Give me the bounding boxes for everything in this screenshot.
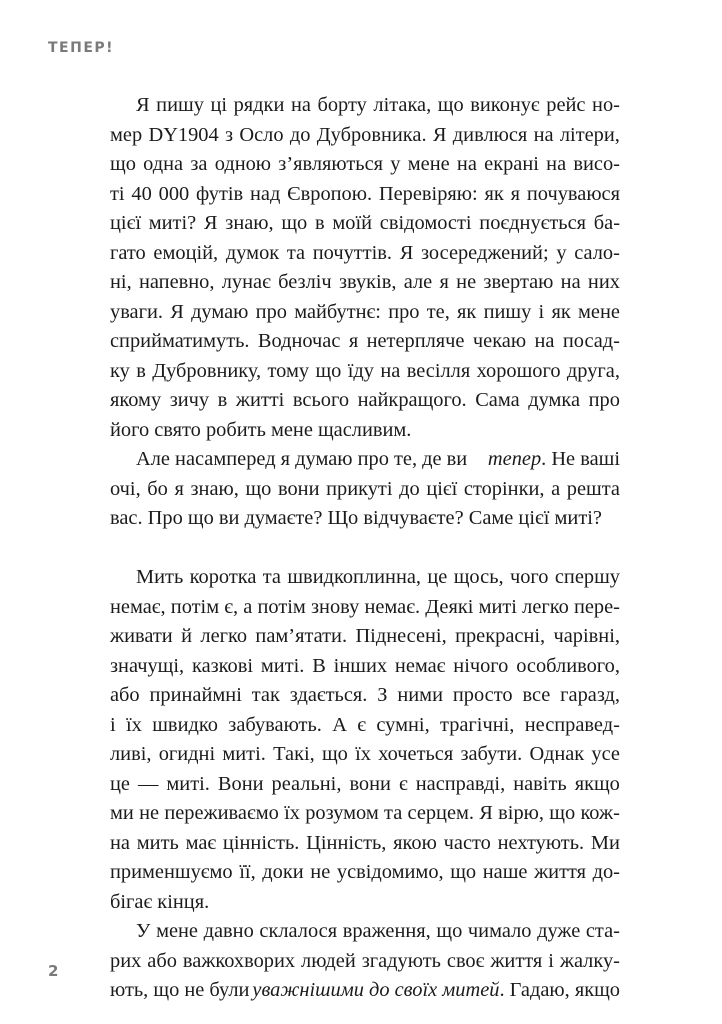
word: літери, xyxy=(559,123,620,146)
word: уваги. xyxy=(110,300,163,323)
word: або xyxy=(110,684,140,706)
word: мене xyxy=(407,153,450,175)
word: про xyxy=(388,300,420,323)
word: дуже xyxy=(537,920,581,942)
text-line xyxy=(110,357,620,387)
paragraph-1 xyxy=(110,91,620,445)
word: що xyxy=(245,477,272,500)
word: не xyxy=(139,802,160,824)
word: очі, xyxy=(110,477,141,500)
text-line xyxy=(110,150,620,180)
word: насправді, xyxy=(415,772,506,795)
word: цієї xyxy=(110,212,141,234)
word: інших xyxy=(333,654,388,677)
word: щось, xyxy=(453,566,504,588)
word: трагічні, xyxy=(440,713,515,736)
paragraph-2 xyxy=(110,445,620,534)
text-line: його свято робить мене щасливим. xyxy=(110,418,412,441)
word: миті? xyxy=(148,212,197,234)
word: літака, xyxy=(373,94,432,116)
word: та xyxy=(262,566,281,588)
word: на xyxy=(534,330,555,352)
word: у xyxy=(556,241,567,264)
word: все xyxy=(522,684,551,706)
word: пишу xyxy=(156,94,204,116)
word: лунає xyxy=(221,271,271,293)
word: враження, xyxy=(342,920,431,942)
word: та xyxy=(384,802,403,824)
word: їх xyxy=(355,743,371,765)
word: ба- xyxy=(593,212,620,234)
word: пишу xyxy=(483,300,532,323)
word: вони xyxy=(277,477,320,500)
word: ними xyxy=(397,684,443,706)
text-line xyxy=(110,917,620,947)
word: думка xyxy=(528,389,581,411)
word: знову xyxy=(311,595,360,618)
word: спершу xyxy=(554,566,620,588)
word: потім xyxy=(257,595,306,618)
word: здається. xyxy=(289,684,368,706)
section-break xyxy=(110,534,620,564)
word: що xyxy=(110,153,136,175)
word: як xyxy=(484,182,504,205)
text-line xyxy=(110,829,620,859)
word: думаю xyxy=(191,300,249,323)
word: вірю, xyxy=(498,802,544,824)
word: має xyxy=(185,831,217,854)
word: як xyxy=(457,300,477,323)
word: що xyxy=(281,212,308,234)
word: Я xyxy=(479,802,493,824)
word: рейс xyxy=(546,94,586,116)
word: Я xyxy=(170,300,184,323)
word: доки xyxy=(262,861,304,883)
word: весілля xyxy=(406,359,471,382)
word: потім xyxy=(170,595,220,618)
word: них xyxy=(587,271,620,293)
word: життя xyxy=(534,861,586,883)
word: та xyxy=(286,241,306,264)
word: людей xyxy=(301,949,356,972)
word: сприйматимуть. xyxy=(110,330,250,352)
text-line xyxy=(110,91,620,121)
word: рих xyxy=(110,949,142,972)
text-line xyxy=(110,327,620,357)
word: У xyxy=(136,920,151,942)
word: — xyxy=(137,772,159,795)
word: Водночас xyxy=(257,330,341,352)
word: у xyxy=(390,153,401,175)
word: так xyxy=(251,684,280,706)
word: одна xyxy=(143,153,184,175)
word: живати xyxy=(110,625,173,647)
word: В xyxy=(312,654,326,677)
word: принаймні xyxy=(149,684,242,706)
word: немає. xyxy=(364,595,421,618)
word: Цінність, xyxy=(306,831,387,854)
word: але xyxy=(403,271,433,293)
word: що xyxy=(450,861,477,883)
word: нічого xyxy=(453,654,509,677)
paragraph-4 xyxy=(110,917,620,1006)
word: огидні xyxy=(158,743,216,765)
word: применшуємо xyxy=(110,861,233,883)
text-line xyxy=(110,858,620,888)
word: чого xyxy=(509,566,549,588)
word: екрані xyxy=(484,153,539,175)
word: на xyxy=(110,831,130,854)
word: є xyxy=(357,713,367,736)
word: миті. xyxy=(222,743,266,765)
word: немає xyxy=(394,654,446,677)
word: на xyxy=(290,94,311,116)
word: казкові xyxy=(191,654,254,677)
word: рядки xyxy=(233,94,285,116)
word: її, xyxy=(239,861,256,883)
text-line xyxy=(110,681,620,711)
word: посад- xyxy=(562,330,620,352)
word: мер xyxy=(110,123,143,146)
word: Я xyxy=(399,241,414,264)
word: Мить xyxy=(136,566,184,588)
word: навіть xyxy=(513,772,567,795)
word: про xyxy=(255,300,287,323)
word: в xyxy=(315,212,325,234)
word: якому xyxy=(110,389,162,411)
text-line xyxy=(110,652,620,682)
word: я xyxy=(439,271,449,293)
word: є, xyxy=(224,595,239,618)
word: на xyxy=(380,359,401,382)
word: поєднується xyxy=(479,212,587,234)
word: вони xyxy=(349,772,391,795)
word: своє xyxy=(446,949,485,972)
word: борту xyxy=(317,94,367,116)
word: склалося xyxy=(259,920,338,942)
word: що xyxy=(321,743,348,765)
word: і xyxy=(548,949,554,972)
word: реальні, xyxy=(271,772,342,795)
word: якою xyxy=(393,831,437,854)
word: Осло xyxy=(239,123,284,146)
word: Ми xyxy=(590,831,620,854)
word: немає, xyxy=(110,595,166,618)
word: Сама xyxy=(475,389,520,411)
word: тому xyxy=(267,359,310,382)
word: важкохворих xyxy=(182,949,296,972)
text-line xyxy=(110,475,620,505)
word: на xyxy=(533,123,554,146)
word: ку xyxy=(110,359,130,382)
word: почуваюся xyxy=(526,182,620,205)
word: прикуті xyxy=(326,477,393,500)
text-line xyxy=(110,180,620,210)
word: Вони xyxy=(217,772,264,795)
word: давно xyxy=(203,920,254,942)
text-line xyxy=(110,593,620,623)
word: на xyxy=(546,153,567,175)
word: що xyxy=(437,94,464,116)
word: Деякі xyxy=(425,595,474,618)
word: жалку- xyxy=(559,949,620,972)
word: на xyxy=(560,271,581,293)
word: сало- xyxy=(574,241,620,264)
word: миті xyxy=(478,595,517,618)
word: забути. xyxy=(460,743,523,765)
word: їх xyxy=(284,802,300,824)
running-head: ТЕПЕР! xyxy=(48,40,115,56)
word: ста- xyxy=(585,920,620,942)
word: або xyxy=(147,949,177,972)
word: емоцій, xyxy=(153,241,219,264)
word: Я xyxy=(203,212,218,234)
word: зосереджений; xyxy=(421,241,549,264)
word: Перевіряю: xyxy=(378,182,478,205)
text-line xyxy=(110,386,620,416)
word: нетерпляче xyxy=(366,330,465,352)
word: за xyxy=(190,153,208,175)
word: й xyxy=(181,625,193,647)
word: напевно, xyxy=(138,271,215,293)
word: що xyxy=(549,802,576,824)
word: мене xyxy=(577,300,620,323)
word: і xyxy=(110,713,116,736)
word: виконує xyxy=(470,94,540,116)
word: звуків, xyxy=(338,271,397,293)
word: житті xyxy=(235,389,285,411)
word: якщо xyxy=(574,772,620,795)
word: висо- xyxy=(573,153,620,175)
word: не xyxy=(456,271,477,293)
word: З xyxy=(377,684,388,706)
word: значущі, xyxy=(110,654,185,677)
word: чарівні, xyxy=(553,625,620,647)
word: їх xyxy=(126,713,142,736)
word: над xyxy=(249,182,281,205)
word: бо xyxy=(147,477,168,500)
text-line xyxy=(110,209,620,239)
word: Я xyxy=(136,94,150,116)
word: ливі, xyxy=(110,743,152,765)
word: почуттів. xyxy=(312,241,393,264)
word: безліч xyxy=(278,271,332,293)
word: просто xyxy=(452,684,513,706)
word: моїй xyxy=(332,212,373,234)
word: думок xyxy=(225,241,280,264)
word: Такі, xyxy=(273,743,315,765)
word: усвідомимо, xyxy=(336,861,444,883)
word: коротка xyxy=(189,566,257,588)
text-line xyxy=(110,298,620,328)
word: я xyxy=(348,330,359,352)
word: 000 xyxy=(158,182,190,205)
word: нехтують. xyxy=(497,831,585,854)
word: це xyxy=(427,566,448,588)
word: хорошого xyxy=(476,359,561,382)
word: забувають. xyxy=(228,713,322,736)
word: пам’ятати. xyxy=(255,625,348,647)
word: згадують xyxy=(361,949,441,972)
word: в xyxy=(217,389,228,411)
word: переживаємо xyxy=(164,802,279,824)
text-line xyxy=(110,770,620,800)
word: DY1904 xyxy=(148,123,219,146)
word: це xyxy=(110,772,130,795)
word: що xyxy=(436,920,463,942)
word: як xyxy=(551,300,571,323)
word: швидкоплинна, xyxy=(287,566,422,588)
word: дивлюся xyxy=(452,123,528,146)
word: а xyxy=(551,477,561,500)
word: Піднесені, xyxy=(355,625,447,647)
text-line: Але насамперед я думаю про те, де ви тепер. Не ваші xyxy=(136,448,620,470)
word: несправед- xyxy=(524,713,620,736)
word: з’являються xyxy=(278,153,384,175)
word: особливого, xyxy=(516,654,620,677)
word: цієї xyxy=(426,477,458,500)
text-line: вас. Про що ви думаєте? Що відчуваєте? Саме цієї миті? xyxy=(110,507,602,529)
word: серцем. xyxy=(407,802,475,824)
word: кож- xyxy=(580,802,620,824)
word: є xyxy=(398,772,408,795)
word: те, xyxy=(426,300,450,323)
word: прекрасні, xyxy=(455,625,546,647)
word: їду xyxy=(347,359,374,382)
word: знаю, xyxy=(225,212,274,234)
word: до xyxy=(399,477,420,500)
text-line xyxy=(110,947,620,977)
word: наше xyxy=(482,861,528,883)
word: що xyxy=(315,359,342,382)
text-line xyxy=(110,622,620,652)
word: я xyxy=(510,182,521,205)
word: но- xyxy=(592,94,620,116)
word: мене xyxy=(156,920,198,942)
word: про xyxy=(588,389,620,411)
word: а xyxy=(243,595,253,618)
text-line xyxy=(110,239,620,269)
word: до xyxy=(289,123,311,146)
word: зичу xyxy=(169,389,210,411)
word: ті xyxy=(110,182,125,205)
word: друга, xyxy=(566,359,620,382)
word: Дубровника. xyxy=(316,123,427,146)
word: Я xyxy=(432,123,447,146)
word: майбутнє: xyxy=(294,300,381,323)
word: футів xyxy=(196,182,244,205)
word: знаю, xyxy=(190,477,239,500)
word: часто xyxy=(443,831,491,854)
body-text xyxy=(110,91,620,1006)
word: і xyxy=(538,300,545,323)
word: А xyxy=(332,713,347,736)
text-line xyxy=(110,740,620,770)
word: ні, xyxy=(110,271,132,293)
page-number: 2 xyxy=(48,962,59,980)
text-line xyxy=(110,121,620,151)
text-line xyxy=(110,711,620,741)
word: сумні, xyxy=(376,713,430,736)
word: чимало xyxy=(467,920,532,942)
word: з xyxy=(225,123,234,146)
word: 40 xyxy=(131,182,152,205)
word: легко xyxy=(200,625,248,647)
text-line: ють, що не були уважнішими до своїх митей. Гадаю, якщо xyxy=(110,979,620,1001)
word: цінність. xyxy=(222,831,300,854)
word: всього xyxy=(292,389,350,411)
text-line xyxy=(110,563,620,593)
word: не xyxy=(310,861,331,883)
emphasis-text: уважнішими до своїх митей xyxy=(252,979,500,1001)
word: одною xyxy=(214,153,272,175)
word: ці xyxy=(210,94,228,116)
word: до- xyxy=(592,861,620,883)
word: життя xyxy=(490,949,543,972)
word: швидко xyxy=(152,713,218,736)
word: усе xyxy=(591,743,620,765)
word: в xyxy=(136,359,146,382)
word: Однак xyxy=(529,743,585,765)
word: пере- xyxy=(573,595,620,618)
word: ми xyxy=(110,802,134,824)
word: найкращого. xyxy=(357,389,467,411)
word: миті. xyxy=(166,772,210,795)
word: миті. xyxy=(260,654,305,677)
text-line xyxy=(110,799,620,829)
text-line xyxy=(110,268,620,298)
word: хочеться xyxy=(378,743,454,765)
word: легко xyxy=(522,595,569,618)
paragraph-3 xyxy=(110,563,620,917)
word: гато xyxy=(110,241,146,264)
text-line: бігає кінця. xyxy=(110,890,210,913)
word: на xyxy=(456,153,477,175)
word: Дубровнику, xyxy=(152,359,262,382)
word: звертаю xyxy=(483,271,554,293)
word: Європою. xyxy=(287,182,373,205)
emphasis-text: тепер xyxy=(487,448,542,470)
word: решта xyxy=(566,477,620,500)
word: я xyxy=(174,477,184,500)
word: розумом xyxy=(305,802,379,824)
word: гаразд, xyxy=(560,684,620,706)
word: сторінки, xyxy=(463,477,545,500)
word: чекаю xyxy=(472,330,527,352)
word: мить xyxy=(136,831,179,854)
word: свідомості xyxy=(379,212,472,234)
